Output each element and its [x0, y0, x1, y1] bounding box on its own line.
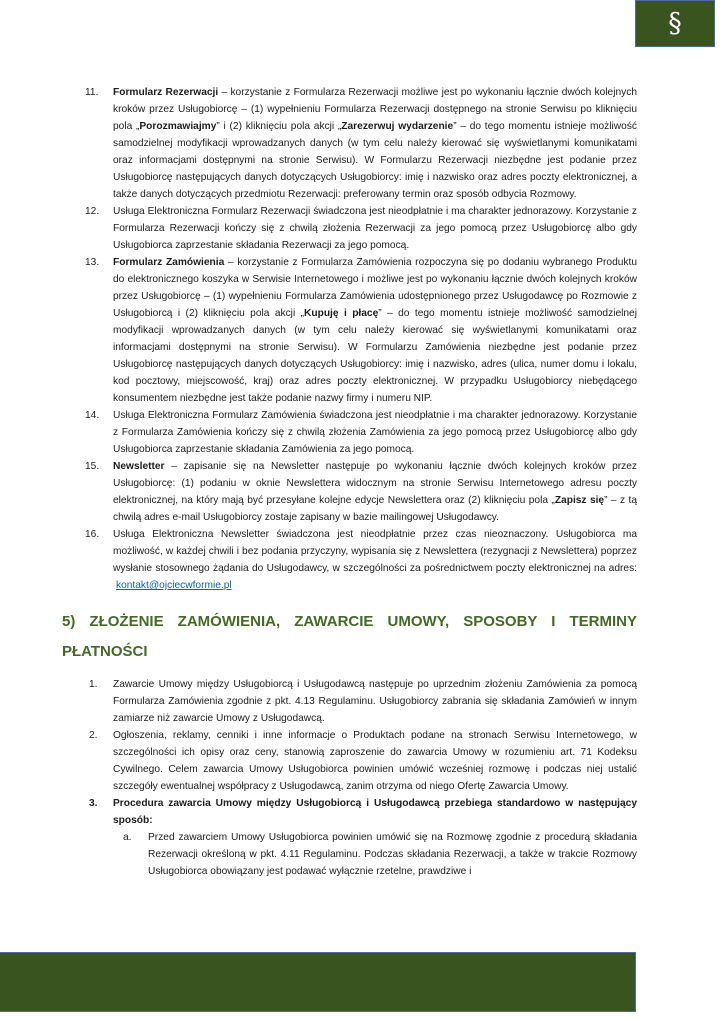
text-run: ” – do tego momentu istnieje możliwość samodzielnej modyfikacji wprowadzanych danych (w tym celu należy kierować się wyświetlanymi komunikatami oraz informacjami dostępnymi na stronie Serwisu). W Formularzu Zamówienia niezbędne jest podanie przez Usługobiorcę następujących danych dotyczących Usługobiorcy: imię i nazwisko, adres (ulica, numer domu i lokalu, kod pocztowy, miejscowość, kraj) oraz adres poczty elektronicznej. W przypadku Usługobiorcy niebędącego konsumentem niezbędne jest także podanie nazwy firmy i numeru NIP.: [113, 308, 637, 404]
list-item-text: [113, 676, 637, 727]
list-item: [62, 676, 637, 727]
bold-text-run: Zapisz się: [554, 495, 605, 506]
text-run: ” – z tą chwilą adres e-mail Usługobiorcy zostaje zapisany w bazie mailingowej Usługodawcy.: [113, 495, 637, 523]
list-item-text: [113, 203, 637, 254]
text-run: – zapisanie się na Newsletter następuje po wykonaniu łącznie dwóch kolejnych kroków przez Usługobiorcę: (1) podaniu w oknie Newslettera widocznym na stronie Serwisu Internetowego adresu poczty elektronicznej, na który mają być przesyłane kolejne edycje Newslettera oraz (2) kliknięciu pola „: [113, 461, 637, 506]
sub-list-item-text: [148, 832, 637, 877]
section-5-list: [62, 676, 637, 880]
list-item: [62, 795, 637, 880]
sub-list-item: [113, 829, 637, 880]
sub-list-item-marker: a.: [123, 832, 132, 843]
list-item-text: [113, 526, 637, 594]
text-run: Ogłoszenia, reklamy, cenniki i inne informacje o Produktach podane na stronach Serwisu Internetowego, w szczególności ich opisy oraz ceny, stanowią zaproszenie do zawarcia Umowy w rozumieniu art. 71 Kodeksu Cywilnego. Celem zawarcia Umowy Usługobiorca powinien umówić wcześniej rozmowę i podczas niej ustalić szczegóły ewentualnej współpracy z Usługodawcą, zanim otrzyma od niego Ofertę Zawarcia Umowy.: [113, 730, 637, 792]
list-item-text: [113, 84, 637, 203]
list-item: [62, 84, 637, 203]
list-item: [62, 254, 637, 407]
list-item-number: 14.: [85, 410, 100, 421]
list-item: [62, 526, 637, 594]
list-item-text: [113, 795, 637, 829]
list-item: [62, 203, 637, 254]
text-run: ” i (2) kliknięciu pola akcji „: [216, 121, 342, 132]
list-item-text: [113, 254, 637, 407]
list-item-number: 13.: [85, 257, 100, 268]
bold-text-run: Formularz Rezerwacji: [113, 87, 219, 98]
text-run: ” – do tego momentu istnieje możliwość samodzielnej modyfikacji wprowadzanych danych (w tym celu należy kierować się wyświetlanymi komunikatami oraz informacjami dostępnymi na stronie Serwisu). W Formularzu Rezerwacji niezbędne jest podanie przez Usługobiorcę następujących danych dotyczących Usługobiorcy: imię i nazwisko oraz adres poczty elektronicznej, a także danych dotyczących przedmiotu Rezerwacji: preferowany termin oraz sposób odbycia Rozmowy.: [113, 121, 637, 200]
text-run: Usługa Elektroniczna Formularz Zamówienia świadczona jest nieodpłatnie i ma charakter jednorazowy. Korzystanie z Formularza Zamówienia kończy się z chwilą złożenia Zamówienia za jego pomocą przez Usługobiorcę albo gdy Usługobiorca zaprzestanie składania Zamówienia za jego pomocą.: [113, 410, 637, 455]
footer-bar: [0, 952, 636, 1012]
email-link[interactable]: kontakt@ojciecwformie.pl: [116, 580, 232, 591]
bold-text-run: Porozmawiajmy: [139, 121, 217, 132]
list-item: [62, 458, 637, 526]
list-item-number: 15.: [85, 461, 100, 472]
bold-text-run: Procedura zawarcia Umowy między Usługobiorcą i Usługodawcą przebiega standardowo w następujący sposób:: [113, 798, 637, 826]
text-run: Zawarcie Umowy między Usługobiorcą i Usługodawcą następuje po uprzednim złożeniu Zamówienia za pomocą Formularza Zamówienia zgodnie z pkt. 4.13 Regulaminu. Usługobiorcy zabrania się składania Zamówień w innym zamiarze niż zawarcie Umowy z Usługodawcą.: [113, 679, 637, 724]
list-item-text: [113, 458, 637, 526]
list-item-number: 1.: [89, 679, 98, 690]
list-item-text: [113, 727, 637, 795]
paragraph-icon: §: [668, 8, 682, 39]
list-item-number: 11.: [85, 87, 99, 98]
list-item: [62, 727, 637, 795]
list-item-text: [113, 407, 637, 458]
terms-list: [62, 84, 637, 594]
list-item-number: 16.: [85, 529, 100, 540]
section-symbol-badge: [635, 0, 715, 47]
list-item-number: 2.: [89, 730, 98, 741]
bold-text-run: Formularz Zamówienia: [113, 257, 225, 268]
text-run: Usługa Elektroniczna Newsletter świadczona jest nieodpłatnie przez czas nieoznaczony. Usługobiorca ma możliwość, w każdej chwili i bez podania przyczyny, wypisania się z Newslettera (rezygnacji z Newslettera) poprzez wysłanie stosownego żądania do Usługodawcy, w szczególności za pośrednictwem poczty elektronicznej na adres:: [113, 529, 637, 574]
list-item: [62, 407, 637, 458]
document-content: [62, 84, 637, 880]
bold-text-run: Kupuję i płacę: [304, 308, 379, 319]
text-run: – korzystanie z Formularza Rezerwacji możliwe jest po wykonaniu łącznie dwóch kolejnych kroków przez Usługobiorcę – (1) wypełnieniu Formularza Rezerwacji dostępnego na stronie Serwisu po kliknięciu pola „: [113, 87, 637, 132]
text-run: – korzystanie z Formularza Zamówienia rozpoczyna się po dodaniu wybranego Produktu do elektronicznego koszyka w Serwisie Internetowego i możliwe jest po wykonaniu łącznie dwóch kolejnych kroków przez Usługobiorcę – (1) wypełnieniu Formularza Zamówienia udostępnionego przez Usługodawcę po Rozmowie z Usługobiorcą i (2) kliknięciu pola akcji „: [113, 257, 637, 319]
section-5-heading: 5) ZŁOŻENIE ZAMÓWIENIA, ZAWARCIE UMOWY, SPOSOBY I TERMINY PŁATNOŚCI: [62, 613, 637, 660]
bold-text-run: Newsletter: [113, 461, 165, 472]
bold-text-run: Zarezerwuj wydarzenie: [341, 121, 454, 132]
text-run: Usługa Elektroniczna Formularz Rezerwacji świadczona jest nieodpłatnie i ma charakter jednorazowy. Korzystanie z Formularza Rezerwacji kończy się z chwilą złożenia Rezerwacji za jego pomocą przez Usługobiorcę albo gdy Usługobiorca zaprzestanie składania Rezerwacji za jego pomocą.: [113, 206, 637, 251]
text-run: Przed zawarciem Umowy Usługobiorca powinien umówić się na Rozmowę zgodnie z procedurą składania Rezerwacji określoną w pkt. 4.11 Regulaminu. Podczas składania Rezerwacji, a także w trakcie Rozmowy Usługobiorca obowiązany jest podawać wyłącznie rzetelne, prawdziwe i: [148, 832, 637, 877]
list-item-number: 3.: [89, 798, 98, 809]
list-item-number: 12.: [85, 206, 100, 217]
